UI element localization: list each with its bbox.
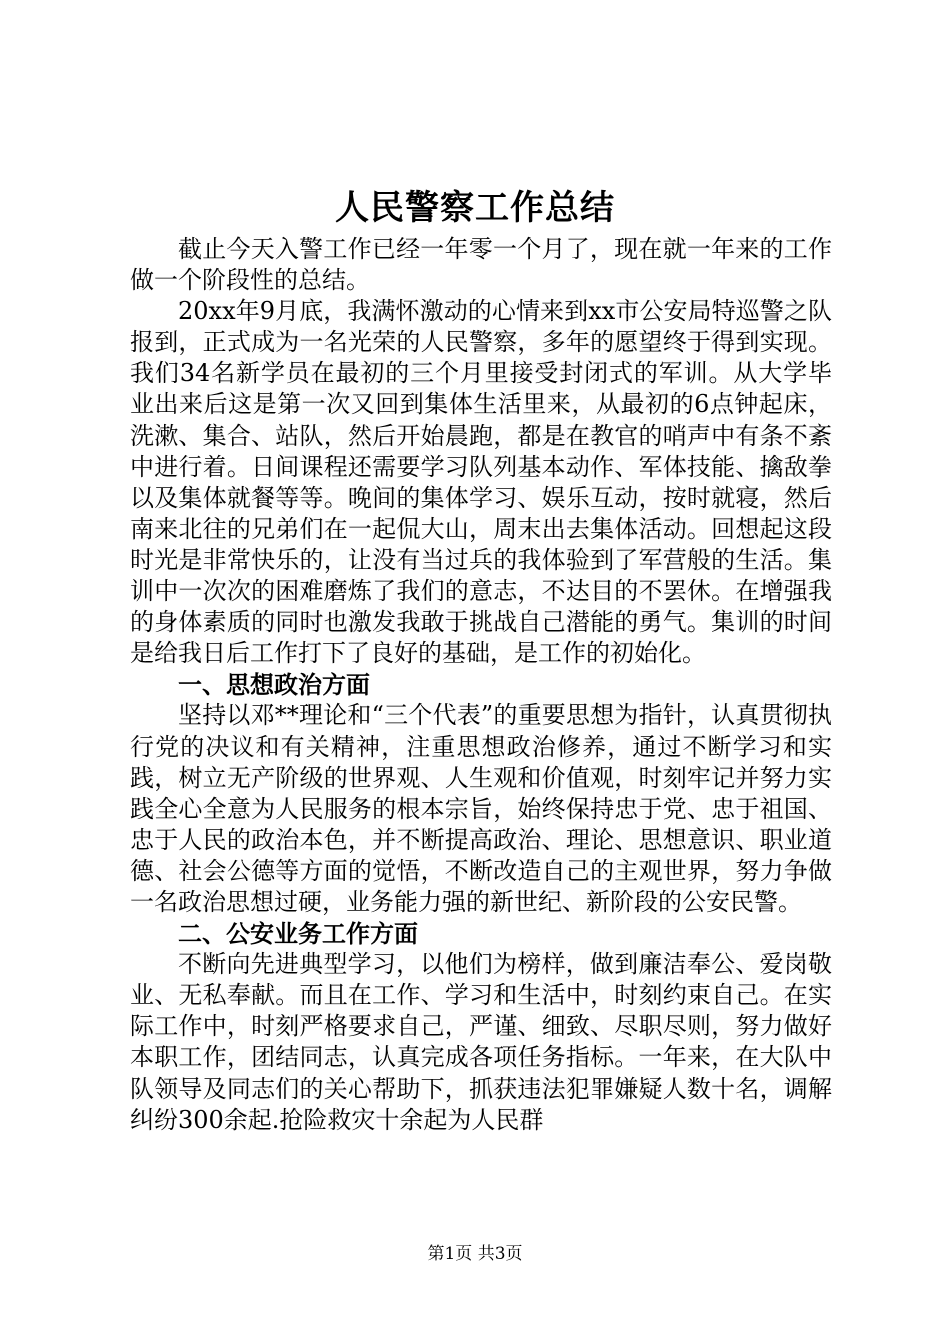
political-paragraph: 坚持以邓**理论和“三个代表”的重要思想为指针，认真贯彻执行党的决议和有关精神，注重思想政治修养，通过不断学习和实践，树立无产阶级的世界观、人生观和价值观，时刻牢记并努力实践全心全意为人民服务的根本宗旨，始终保持忠于党、忠于祖国、忠于人民的政治本色，并不断提高政治、理论、思想意识、职业道德、社会公德等方面的觉悟，不断改造自己的主观世界，努力争做一名政治思想过硬，业务能力强的新世纪、新阶段的公安民警。 (130, 701, 832, 916)
document-title: 人民警察工作总结 (335, 188, 615, 228)
section-heading-political: 一、思想政治方面 (178, 670, 370, 700)
intro-paragraph: 截止今天入警工作已经一年零一个月了，现在就一年来的工作做一个阶段性的总结。 (130, 235, 832, 295)
page-footer: 第1页 共3页 (427, 1244, 523, 1264)
business-paragraph: 不断向先进典型学习，以他们为榜样，做到廉洁奉公、爱岗敬业、无私奉献。而且在工作、学习和生活中，时刻约束自己。在实际工作中，时刻严格要求自己，严谨、细致、尽职尽则，努力做好本职工作，团结同志，认真完成各项任务指标。一年来，在大队中队领导及同志们的关心帮助下，抓获违法犯罪嫌疑人数十名，调解纠纷300余起.抢险救灾十余起为人民群 (130, 950, 832, 1134)
document-body (130, 234, 832, 1136)
section-heading-business: 二、公安业务工作方面 (178, 919, 418, 949)
training-paragraph: 20xx年9月底，我满怀激动的心情来到xx市公安局特巡警之队报到，正式成为一名光荣的人民警察，多年的愿望终于得到实现。我们34名新学员在最初的三个月里接受封闭式的军训。从大学毕业出来后这是第一次又回到集体生活里来，从最初的6点钟起床，洗漱、集合、站队，然后开始晨跑，都是在教官的哨声中有条不紊中进行着。日间课程还需要学习队列基本动作、军体技能、擒敌拳以及集体就餐等等。晚间的集体学习、娱乐互动，按时就寝，然后南来北往的兄弟们在一起侃大山，周末出去集体活动。回想起这段时光是非常快乐的，让没有当过兵的我体验到了军营般的生活。集训中一次次的困难磨炼了我们的意志，不达目的不罢休。在增强我的身体素质的同时也激发我敢于挑战自己潜能的勇气。集训的时间是给我日后工作打下了良好的基础，是工作的初始化。 (130, 297, 832, 668)
